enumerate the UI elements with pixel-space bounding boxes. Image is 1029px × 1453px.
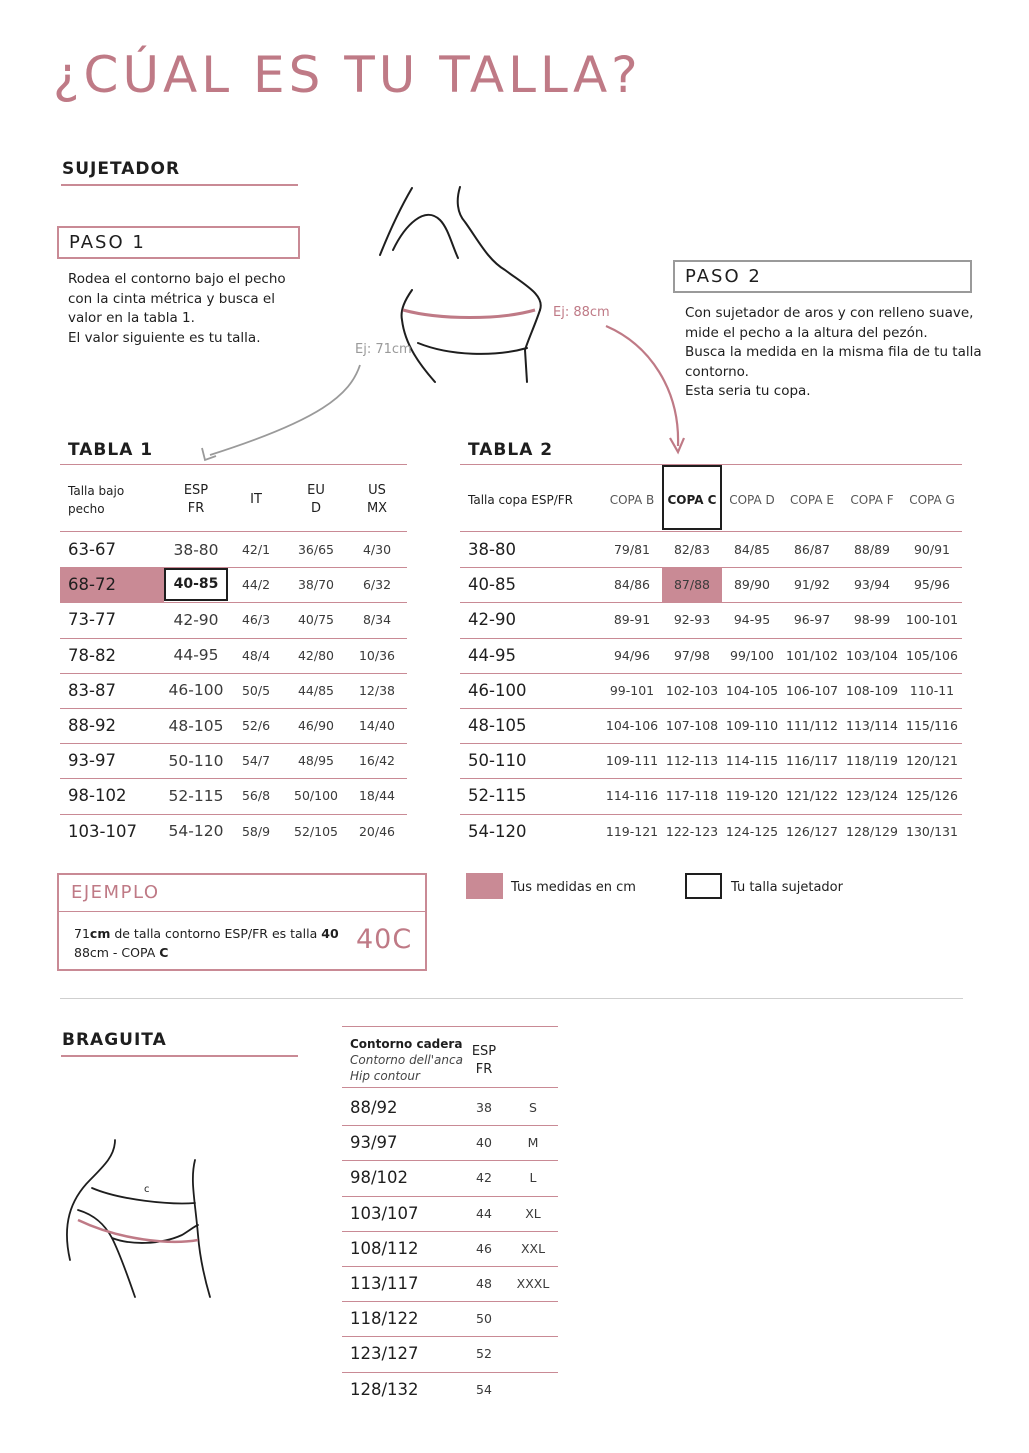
table-cell: 95/96 [913, 577, 951, 593]
table-cell: 104-105 [725, 682, 779, 698]
table-cell: 119-120 [725, 788, 779, 804]
table-cell: 52 [476, 1346, 492, 1362]
paso2-line: contorno. [685, 363, 749, 380]
table-cell: 18/44 [358, 788, 396, 804]
table-cell: 99-101 [609, 682, 655, 698]
briefs-figure-label: c [144, 1184, 150, 1195]
table-cell: 130/131 [906, 823, 958, 839]
paso1-line: valor en la tabla 1. [68, 310, 195, 326]
header-cell: EU D [307, 483, 325, 516]
paso2-label: PASO 2 [685, 266, 762, 287]
table-cell: 50-110 [168, 751, 224, 770]
ejemplo-text: 71cm de talla contorno ESP/FR es talla 40 88cm - COPA C [74, 926, 339, 960]
table-cell: 46/90 [297, 718, 335, 733]
table-cell: XL [525, 1205, 541, 1221]
table-cell: 52/6 [241, 718, 271, 733]
table-cell: 123/127 [350, 1344, 419, 1364]
table-cell: 84/85 [733, 542, 771, 557]
table-cell: 120/121 [906, 753, 958, 769]
table-cell: 56/8 [241, 788, 271, 804]
table-cell: 91/92 [793, 577, 831, 593]
table-cell: 44-95 [173, 646, 219, 665]
table-cell: 46-100 [468, 680, 527, 700]
table-cell: 118/122 [350, 1309, 419, 1329]
table-cell: 103/104 [846, 647, 898, 663]
table-cell: 40 [476, 1135, 492, 1151]
table-cell: 38/70 [297, 577, 335, 593]
table-cell: 40-85 [164, 568, 228, 601]
header-cell: ESP FR [183, 483, 209, 516]
header-cell: US MX [366, 483, 388, 516]
table-cell: 96-97 [793, 612, 831, 628]
table-cell: 20/46 [358, 823, 396, 839]
table-cell: 48/95 [297, 753, 335, 769]
table-cell: 50/100 [294, 788, 338, 804]
table-cell: 48-105 [168, 716, 224, 735]
table-cell: 48/4 [241, 647, 271, 663]
table-cell: 38 [476, 1100, 492, 1115]
table-cell: XXL [520, 1240, 546, 1256]
table-cell: 124-125 [725, 823, 779, 839]
table-cell: 52-115 [168, 786, 224, 805]
table-cell: 46/3 [241, 612, 271, 628]
table-cell: 50-110 [468, 751, 527, 771]
table-cell: 84/86 [613, 577, 651, 593]
table-cell: 119-121 [605, 823, 659, 839]
table-cell: XXXL [516, 1276, 550, 1291]
table-cell: 125/126 [906, 788, 958, 804]
ejemplo-result: 40C [356, 924, 413, 955]
table-cell: S [529, 1100, 537, 1115]
table-cell: 40/75 [297, 612, 335, 628]
braguita-header-label: Contorno cadera Contorno dell'anca Hip contour [350, 1037, 463, 1083]
table-cell: 14/40 [358, 718, 396, 733]
table-cell: 128/132 [350, 1379, 419, 1399]
table-cell: 102-103 [665, 682, 719, 698]
table-row [342, 1125, 562, 1160]
table-row [342, 1301, 562, 1336]
header-cell: COPA F [850, 493, 894, 507]
paso1-line: El valor siguiente es tu talla. [68, 329, 261, 346]
table-cell: 108-109 [845, 682, 899, 698]
table-cell: 42/80 [297, 647, 335, 663]
table-cell: 42-90 [173, 610, 219, 629]
table-cell: M [527, 1135, 539, 1151]
table-cell: 68-72 [60, 567, 164, 602]
table-cell: 58/9 [241, 823, 271, 839]
table-cell: 94/96 [613, 647, 651, 663]
page-title: ¿CÚAL ES TU TALLA? [53, 46, 642, 104]
table-cell: 123/124 [846, 788, 898, 804]
header-cell: IT [250, 492, 262, 507]
paso2-line: mide el pecho a la altura del pezón. [685, 324, 928, 341]
paso1-label: PASO 1 [69, 232, 146, 253]
table-cell: 126/127 [786, 823, 838, 839]
table-cell: 46 [476, 1240, 492, 1256]
table-cell: 122-123 [665, 823, 719, 839]
table-cell: 38-80 [468, 540, 516, 559]
table-cell: 88-92 [68, 716, 116, 735]
table-cell: 93/97 [350, 1133, 398, 1153]
table-cell: 40-85 [468, 575, 516, 595]
table-cell: 103/107 [350, 1203, 419, 1223]
table-cell: 52-115 [468, 786, 527, 806]
tabla1-title: TABLA 1 [68, 440, 154, 460]
table-cell: 54/7 [241, 753, 271, 769]
table-cell: 4/30 [362, 542, 392, 557]
table-cell: 115/116 [906, 718, 958, 733]
table-cell: 109-110 [725, 718, 779, 733]
table-cell: 82/83 [673, 542, 711, 557]
table-cell: 106-107 [785, 682, 839, 698]
table-cell: 12/38 [358, 682, 396, 698]
table-cell: L [529, 1170, 537, 1186]
table-cell: 93/94 [853, 577, 891, 593]
table-cell: 44-95 [468, 645, 516, 665]
table-cell: 42/1 [241, 542, 271, 557]
header-cell: COPA E [790, 493, 834, 507]
table-cell: 36/65 [297, 542, 335, 557]
table-row [342, 1372, 562, 1407]
table-row [342, 1160, 562, 1195]
table-cell: 78-82 [68, 645, 116, 665]
table-row [342, 1196, 562, 1231]
header-cell: Talla copa ESP/FR [468, 493, 573, 507]
table-cell: 128/129 [846, 823, 898, 839]
table-cell: 97/98 [673, 647, 711, 663]
table-cell: 101/102 [786, 647, 838, 663]
table-cell: 73-77 [68, 610, 116, 630]
table-cell: 44 [476, 1205, 492, 1221]
table-cell: 100-101 [905, 612, 959, 628]
table-cell: 6/32 [362, 577, 392, 593]
table-cell: 121/122 [786, 788, 838, 804]
legend-label-size: Tu talla sujetador [731, 880, 843, 895]
table-cell: 114-116 [605, 788, 659, 804]
table-cell: 107-108 [665, 718, 719, 733]
table-cell: 46-100 [168, 681, 224, 700]
section-heading-sujetador: SUJETADOR [62, 159, 181, 179]
chest-measure-label: Ej: 88cm [553, 305, 610, 320]
table-cell: 94-95 [733, 612, 771, 628]
table-cell: 103-107 [68, 821, 137, 841]
table-cell: 83-87 [68, 680, 116, 700]
table-cell: 108/112 [350, 1238, 419, 1258]
table-cell: 92-93 [673, 612, 711, 628]
table-cell: 90/91 [913, 542, 951, 557]
paso1-line: con la cinta métrica y busca el [68, 290, 275, 307]
header-cell: COPA C [667, 493, 717, 507]
table-cell: 98-99 [853, 612, 891, 628]
table-cell: 54 [476, 1381, 492, 1397]
table-cell: 113/114 [846, 718, 898, 733]
section-heading-braguita: BRAGUITA [62, 1030, 167, 1050]
table-cell: 8/34 [362, 612, 392, 628]
table-cell: 118/119 [846, 753, 898, 769]
table-cell: 54-120 [468, 821, 527, 841]
table-cell: 87/88 [662, 567, 722, 602]
table-cell: 98-102 [68, 786, 127, 806]
table-cell: 112-113 [665, 753, 719, 769]
paso2-line: Con sujetador de aros y con relleno suave, [685, 305, 974, 321]
table-cell: 117-118 [665, 788, 719, 804]
table-cell: 63-67 [68, 540, 116, 559]
table-cell: 52/105 [294, 823, 338, 839]
table-cell: 89/90 [733, 577, 771, 593]
table-cell: 93-97 [68, 751, 116, 771]
table-cell: 88/89 [853, 542, 891, 557]
table-cell: 48 [476, 1276, 492, 1291]
table-cell: 16/42 [358, 753, 396, 769]
table-cell: 44/85 [297, 682, 335, 698]
table-cell: 44/2 [241, 577, 271, 593]
header-cell: COPA G [909, 493, 955, 507]
underbust-measure-label: Ej: 71cm [355, 342, 412, 357]
table-cell: 110-11 [909, 682, 955, 698]
table-cell: 105/106 [906, 647, 958, 663]
paso2-line: Esta seria tu copa. [685, 383, 811, 399]
table-row [342, 1266, 562, 1301]
table-cell: 10/36 [358, 647, 396, 663]
table-cell: 88/92 [350, 1098, 398, 1117]
ejemplo-title: EJEMPLO [71, 882, 160, 903]
table-cell: 42-90 [468, 610, 516, 630]
paso1-line: Rodea el contorno bajo el pecho [68, 271, 286, 287]
table-cell: 86/87 [793, 542, 831, 557]
table-cell: 113/117 [350, 1274, 419, 1293]
table-cell: 111/112 [786, 718, 838, 733]
table-rule [342, 1087, 558, 1088]
table-cell: 42 [476, 1170, 492, 1186]
table-cell: 48-105 [468, 716, 527, 735]
table-cell: 109-111 [605, 753, 659, 769]
table-cell: 114-115 [725, 753, 779, 769]
table-cell: 116/117 [786, 753, 838, 769]
table-cell: 79/81 [613, 542, 651, 557]
table-cell: 50/5 [241, 682, 271, 698]
tabla2-title: TABLA 2 [468, 440, 554, 460]
table-cell: 98/102 [350, 1168, 409, 1188]
table-rule [342, 1026, 558, 1027]
paso2-line: Busca la medida en la misma fila de tu talla [685, 344, 982, 360]
table-row [342, 1336, 562, 1371]
header-cell: Talla bajo pecho [68, 484, 125, 516]
table-cell: 54-120 [168, 822, 224, 841]
table-cell: 38-80 [173, 540, 219, 559]
braguita-header-espfr: ESP FR [471, 1044, 497, 1077]
header-cell: COPA D [729, 493, 775, 507]
table-row [342, 1231, 562, 1266]
table-row [342, 1090, 562, 1125]
table-cell: 50 [476, 1311, 492, 1327]
table-cell: 104-106 [605, 718, 659, 733]
table-cell: 89-91 [613, 612, 651, 628]
header-cell: COPA B [609, 493, 655, 507]
legend-label-measures: Tus medidas en cm [511, 880, 636, 895]
table-cell: 99/100 [730, 647, 774, 663]
